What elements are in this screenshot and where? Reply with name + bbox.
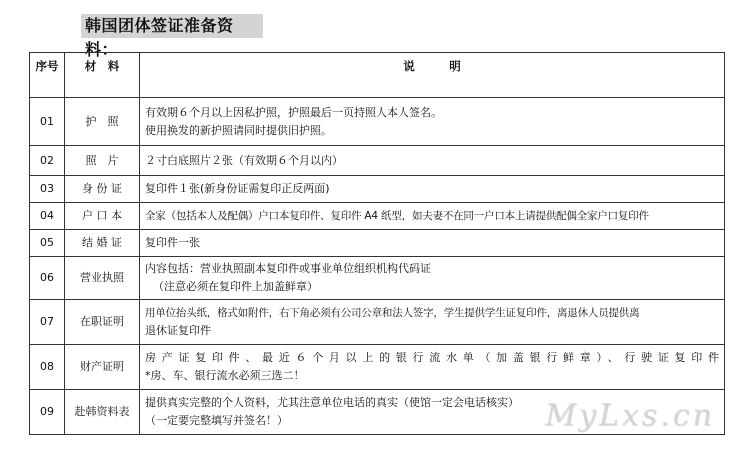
row-material: 在职证明 <box>65 300 140 345</box>
description-line: 复印件１张(新身份证需复印正反两面) <box>145 182 330 195</box>
description-line: 内容包括：营业执照副本复印件或事业单位组织机构代码证 <box>145 262 431 275</box>
row-description <box>140 203 725 230</box>
description-line: 有效期６个月以上因私护照，护照最后一页持照人本人签名。 <box>145 105 442 119</box>
table-header-row <box>30 53 725 98</box>
table-row <box>30 257 725 300</box>
row-material: 身 份 证 <box>65 176 140 203</box>
table-row <box>30 176 725 203</box>
row-no: 09 <box>30 390 65 435</box>
row-no: 07 <box>30 300 65 345</box>
watermark-logo: MyLxs.cn <box>545 398 715 433</box>
page-title: 韩国团体签证准备资料： <box>81 14 263 38</box>
table-row <box>30 345 725 390</box>
description-line: 退休证复印件 <box>145 324 211 337</box>
row-no: 03 <box>30 176 65 203</box>
row-description <box>140 300 725 345</box>
row-material: 赴韩资料表 <box>65 390 140 435</box>
row-material: 户 口 本 <box>65 203 140 230</box>
row-material: 照 片 <box>65 146 140 176</box>
table-row <box>30 230 725 257</box>
description-line: （一定要完整填写并签名！） <box>145 414 288 427</box>
row-no: 01 <box>30 98 65 146</box>
header-no: 序号 <box>30 53 65 98</box>
description-line: 用单位抬头纸，格式如附件，右下角必须有公司公章和法人签字，学生提供学生证复印件，离退休人员提供离 <box>145 307 640 319</box>
row-description <box>140 257 725 300</box>
row-description <box>140 146 725 176</box>
row-no: 06 <box>30 257 65 300</box>
description-line: 全家（包括本人及配偶）户口本复印件、复印件 A4 纸型，如夫妻不在同一户口本上请提供配偶全家户口复印件 <box>145 210 649 222</box>
row-no: 08 <box>30 345 65 390</box>
table-row <box>30 203 725 230</box>
table-row <box>30 146 725 176</box>
row-description <box>140 345 725 390</box>
table-row <box>30 98 725 146</box>
row-material: 财产证明 <box>65 345 140 390</box>
description-line: 使用换发的新护照请同时提供旧护照。 <box>145 123 332 137</box>
row-material: 结 婚 证 <box>65 230 140 257</box>
description-line: （注意必须在复印件上加盖鲜章） <box>153 280 318 293</box>
row-description <box>140 98 725 146</box>
row-material: 护 照 <box>65 98 140 146</box>
header-material: 材 料 <box>65 53 140 98</box>
row-no: 02 <box>30 146 65 176</box>
description-line: 复印件一张 <box>145 236 200 249</box>
description-line: 提供真实完整的个人资料，尤其注意单位电话的真实（使馆一定会电话核实） <box>145 396 519 409</box>
requirements-table <box>29 52 725 435</box>
description-line: 房产证复印件、最近６个月以上的银行流水单（加盖银行鲜章）、行驶证复印件 <box>145 351 719 364</box>
header-description: 说 明 <box>140 53 725 98</box>
row-no: 05 <box>30 230 65 257</box>
row-description <box>140 230 725 257</box>
row-description <box>140 176 725 203</box>
table-row <box>30 300 725 345</box>
row-material: 营业执照 <box>65 257 140 300</box>
description-line: ２寸白底照片２张（有效期６个月以内） <box>145 153 343 167</box>
description-line: *房、车、银行流水必须三选二！ <box>145 369 305 382</box>
row-no: 04 <box>30 203 65 230</box>
